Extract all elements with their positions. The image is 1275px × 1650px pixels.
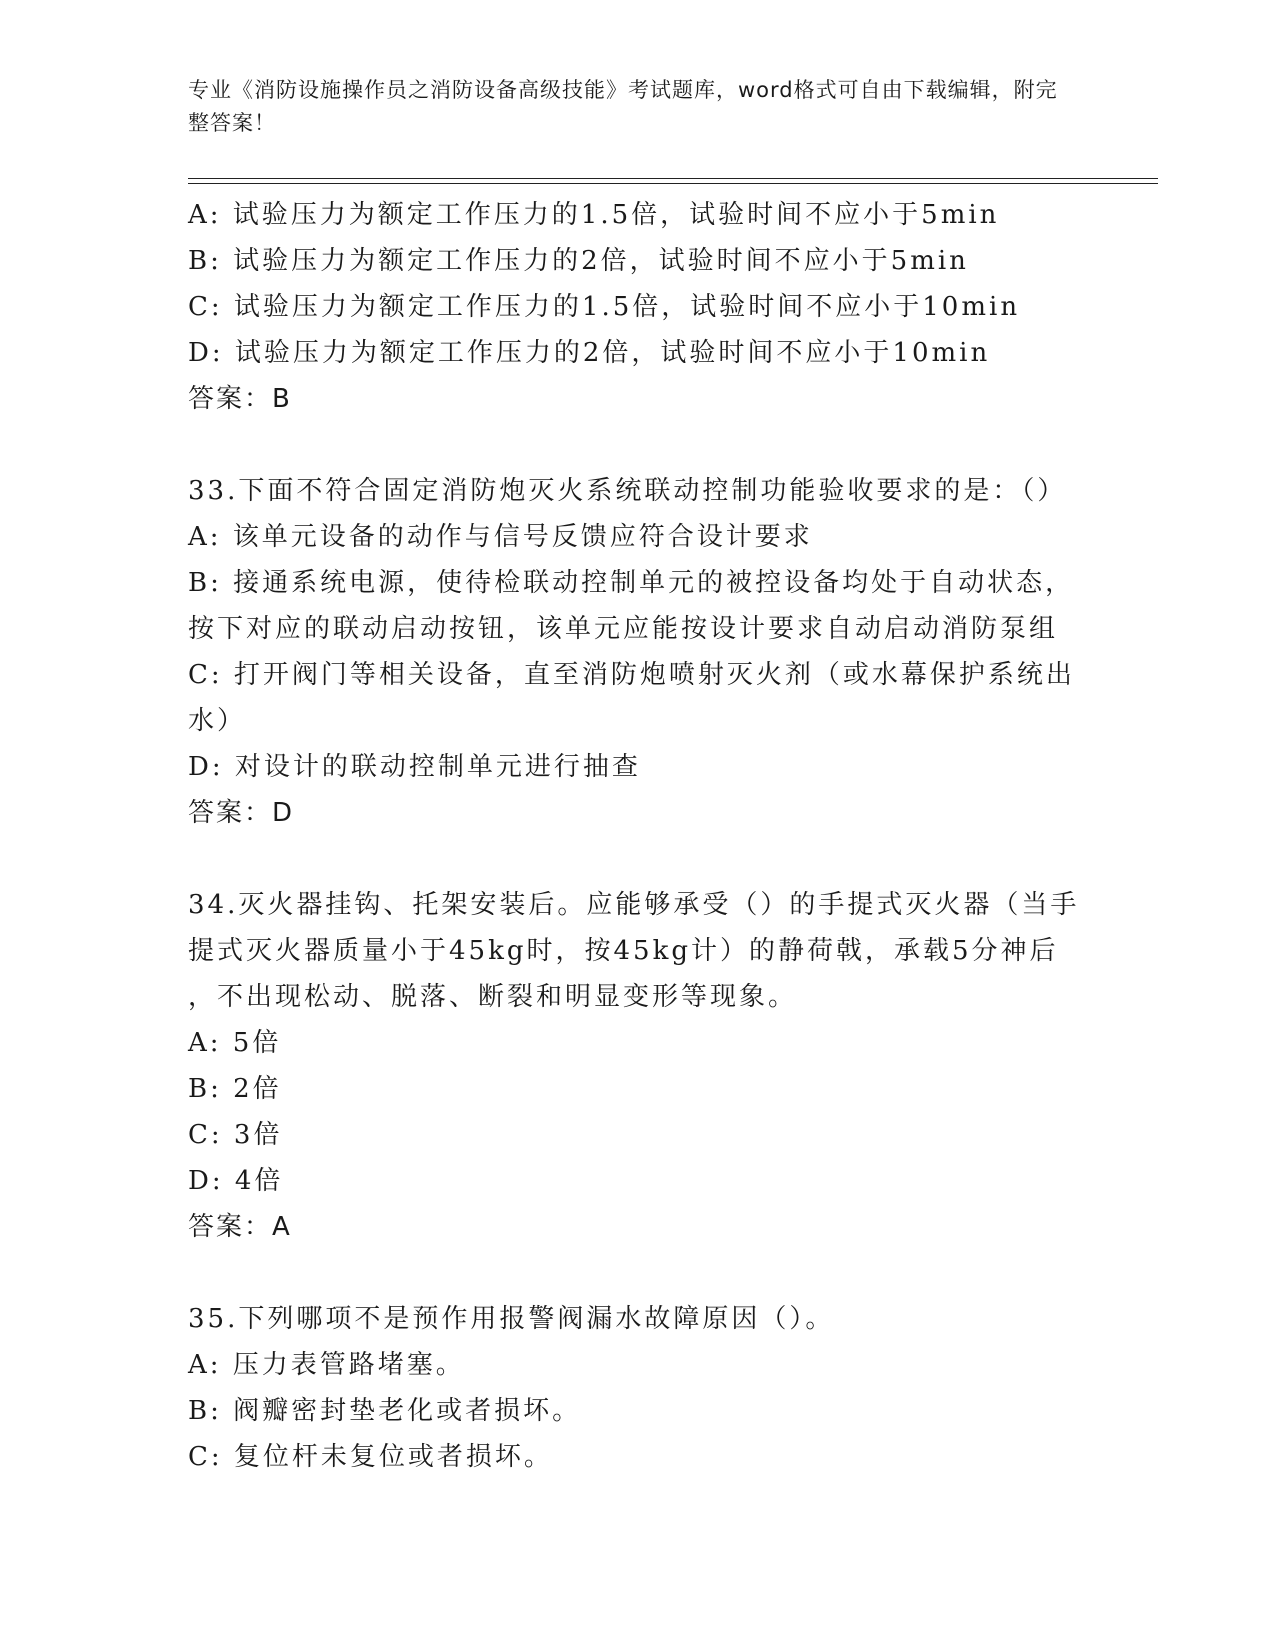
spacer (188, 1250, 1088, 1296)
q32-option-c: C: 试验压力为额定工作压力的1.5倍，试验时间不应小于10min (188, 292, 1021, 322)
question-34-block (188, 882, 1088, 1250)
q33-option-b-line-1: B: 接通系统电源，使待检联动控制单元的被控设备均处于自动状态， (188, 568, 1075, 598)
q34-option-b: B: 2倍 (188, 1074, 282, 1104)
spacer (188, 422, 1088, 468)
q33-option-d: D: 对设计的联动控制单元进行抽查 (188, 752, 641, 782)
question-33-block (188, 468, 1088, 836)
question-content (188, 192, 1088, 1480)
question-32-block (188, 192, 1088, 422)
q34-answer: 答案：A (188, 1212, 292, 1242)
q35-question: 35.下列哪项不是预作用报警阀漏水故障原因（）。 (188, 1304, 835, 1334)
q34-option-c: C: 3倍 (188, 1120, 283, 1150)
spacer (188, 836, 1088, 882)
q35-option-b: B: 阀瓣密封垫老化或者损坏。 (188, 1396, 582, 1426)
q33-option-b-line-2: 按下对应的联动启动按钮，该单元应能按设计要求自动启动消防泵组 (188, 614, 1059, 644)
q33-question: 33.下面不符合固定消防炮灭火系统联动控制功能验收要求的是：（） (188, 476, 1067, 506)
document-header: 专业《消防设施操作员之消防设备高级技能》考试题库，word格式可自由下载编辑，附完整答案！ (188, 78, 1058, 135)
q32-answer: 答案：B (188, 384, 292, 414)
q34-question-line-2: 提式灭火器质量小于45kg时，按45kg计）的静荷戟，承载5分神后 (188, 936, 1059, 966)
q33-option-c-line-2: 水） (188, 706, 247, 736)
q35-option-a: A: 压力表管路堵塞。 (188, 1350, 465, 1380)
q32-option-b: B: 试验压力为额定工作压力的2倍，试验时间不应小于5min (188, 246, 969, 276)
q32-option-a: A: 试验压力为额定工作压力的1.5倍，试验时间不应小于5min (188, 200, 1000, 230)
q34-option-a: A: 5倍 (188, 1028, 282, 1058)
q34-question-line-3: ，不出现松动、脱落、断裂和明显变形等现象。 (188, 982, 798, 1012)
header-divider-top (188, 178, 1158, 179)
q34-question-line-1: 34.灭火器挂钩、托架安装后。应能够承受（）的手提式灭火器（当手 (188, 890, 1080, 920)
q33-option-c-line-1: C: 打开阀门等相关设备，直至消防炮喷射灭火剂（或水幕保护系统出 (188, 660, 1075, 690)
q34-option-d: D: 4倍 (188, 1166, 284, 1196)
question-35-block (188, 1296, 1088, 1480)
q32-option-d: D: 试验压力为额定工作压力的2倍，试验时间不应小于10min (188, 338, 991, 368)
header-divider-bottom (188, 183, 1158, 184)
q35-option-c: C: 复位杆未复位或者损坏。 (188, 1442, 553, 1472)
q33-answer: 答案：D (188, 798, 295, 828)
q33-option-a: A: 该单元设备的动作与信号反馈应符合设计要求 (188, 522, 813, 552)
